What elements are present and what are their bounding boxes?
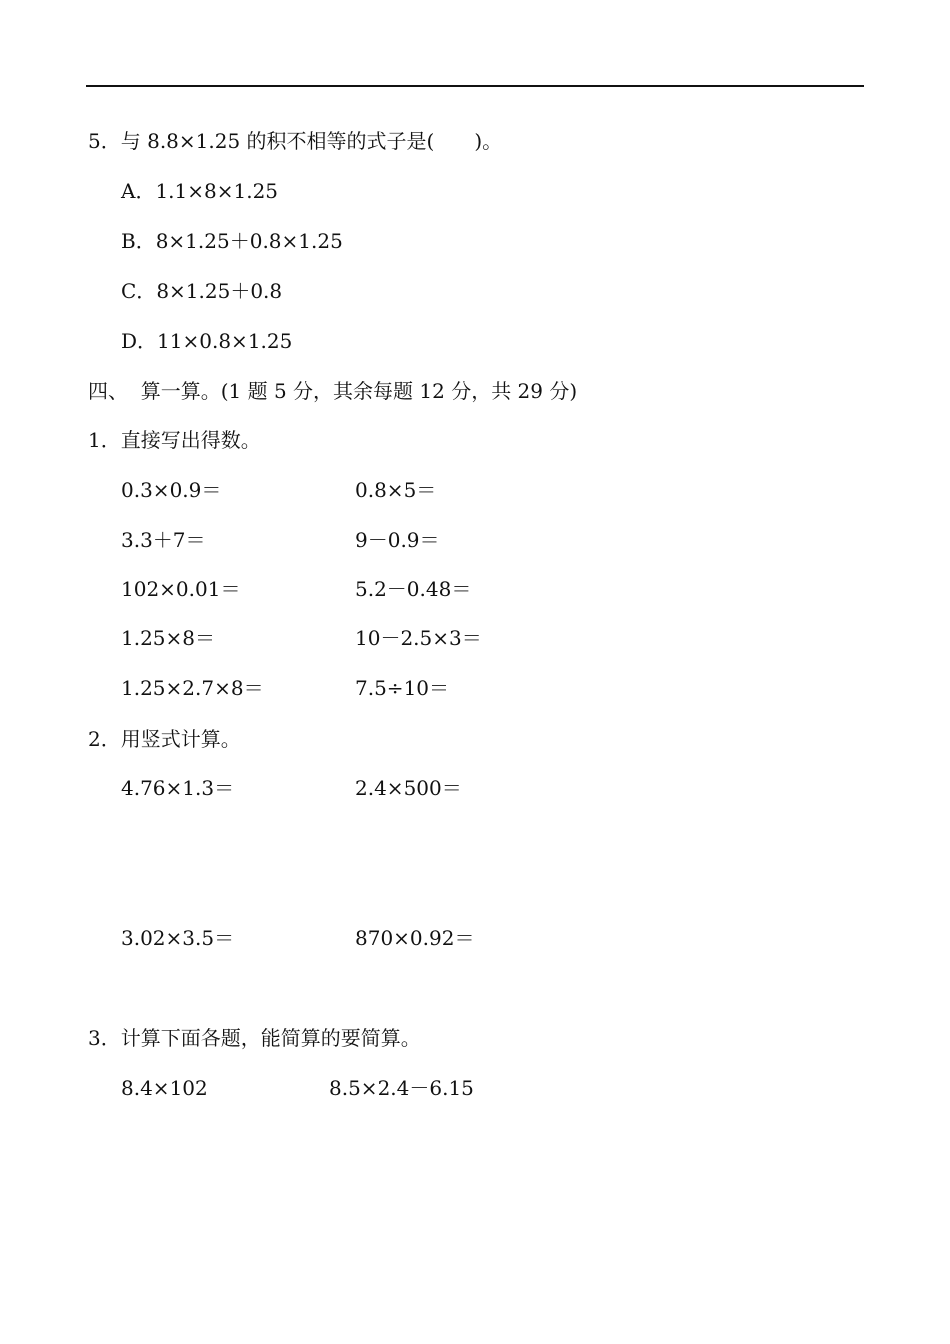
option-c-text: 8×1.25＋0.8 xyxy=(156,279,283,303)
part-3-title: 3．计算下面各题，能简算的要简算。 xyxy=(88,1026,421,1050)
option-a xyxy=(121,179,278,203)
part-1-item: 5.2－0.48＝ xyxy=(355,577,472,601)
part-3-item: 8.4×102 xyxy=(121,1076,208,1100)
part-1-item: 1.25×8＝ xyxy=(121,626,216,650)
part-1-item: 3.3＋7＝ xyxy=(121,528,206,552)
part-2-item: 870×0.92＝ xyxy=(355,926,475,950)
part-1-item: 0.3×0.9＝ xyxy=(121,478,222,502)
question-5-text: 与 8.8×1.25 的积不相等的式子是( xyxy=(120,129,435,153)
section-4-heading: 四、 算一算。(1 题 5 分，其余每题 12 分，共 29 分) xyxy=(88,379,578,403)
part-1-item: 102×0.01＝ xyxy=(121,577,241,601)
part-3-item: 8.5×2.4－6.15 xyxy=(329,1076,474,1100)
option-d xyxy=(121,329,292,353)
part-2-title: 2．用竖式计算。 xyxy=(88,727,241,751)
part-2-item: 3.02×3.5＝ xyxy=(121,926,235,950)
option-b-label: B． xyxy=(121,229,156,253)
question-5-text-end: )。 xyxy=(474,129,503,153)
option-d-label: D． xyxy=(121,329,158,353)
part-1-item: 0.8×5＝ xyxy=(355,478,437,502)
header-rule xyxy=(86,85,864,87)
option-c-label: C． xyxy=(121,279,157,303)
option-b-text: 8×1.25＋0.8×1.25 xyxy=(155,229,343,253)
part-1-title: 1．直接写出得数。 xyxy=(88,428,261,452)
part-2-item: 4.76×1.3＝ xyxy=(121,776,235,800)
part-1-item: 1.25×2.7×8＝ xyxy=(121,676,264,700)
part-1-item: 10－2.5×3＝ xyxy=(355,626,482,650)
option-c xyxy=(121,279,282,303)
part-1-item: 7.5÷10＝ xyxy=(355,676,450,700)
option-b xyxy=(121,229,343,253)
part-1-item: 9－0.9＝ xyxy=(355,528,440,552)
part-2-item: 2.4×500＝ xyxy=(355,776,462,800)
question-5-number: 5． xyxy=(88,129,121,153)
option-a-text: 1.1×8×1.25 xyxy=(155,179,279,203)
question-5-stem xyxy=(88,129,502,153)
option-d-text: 11×0.8×1.25 xyxy=(157,329,293,353)
option-a-label: A． xyxy=(121,179,156,203)
